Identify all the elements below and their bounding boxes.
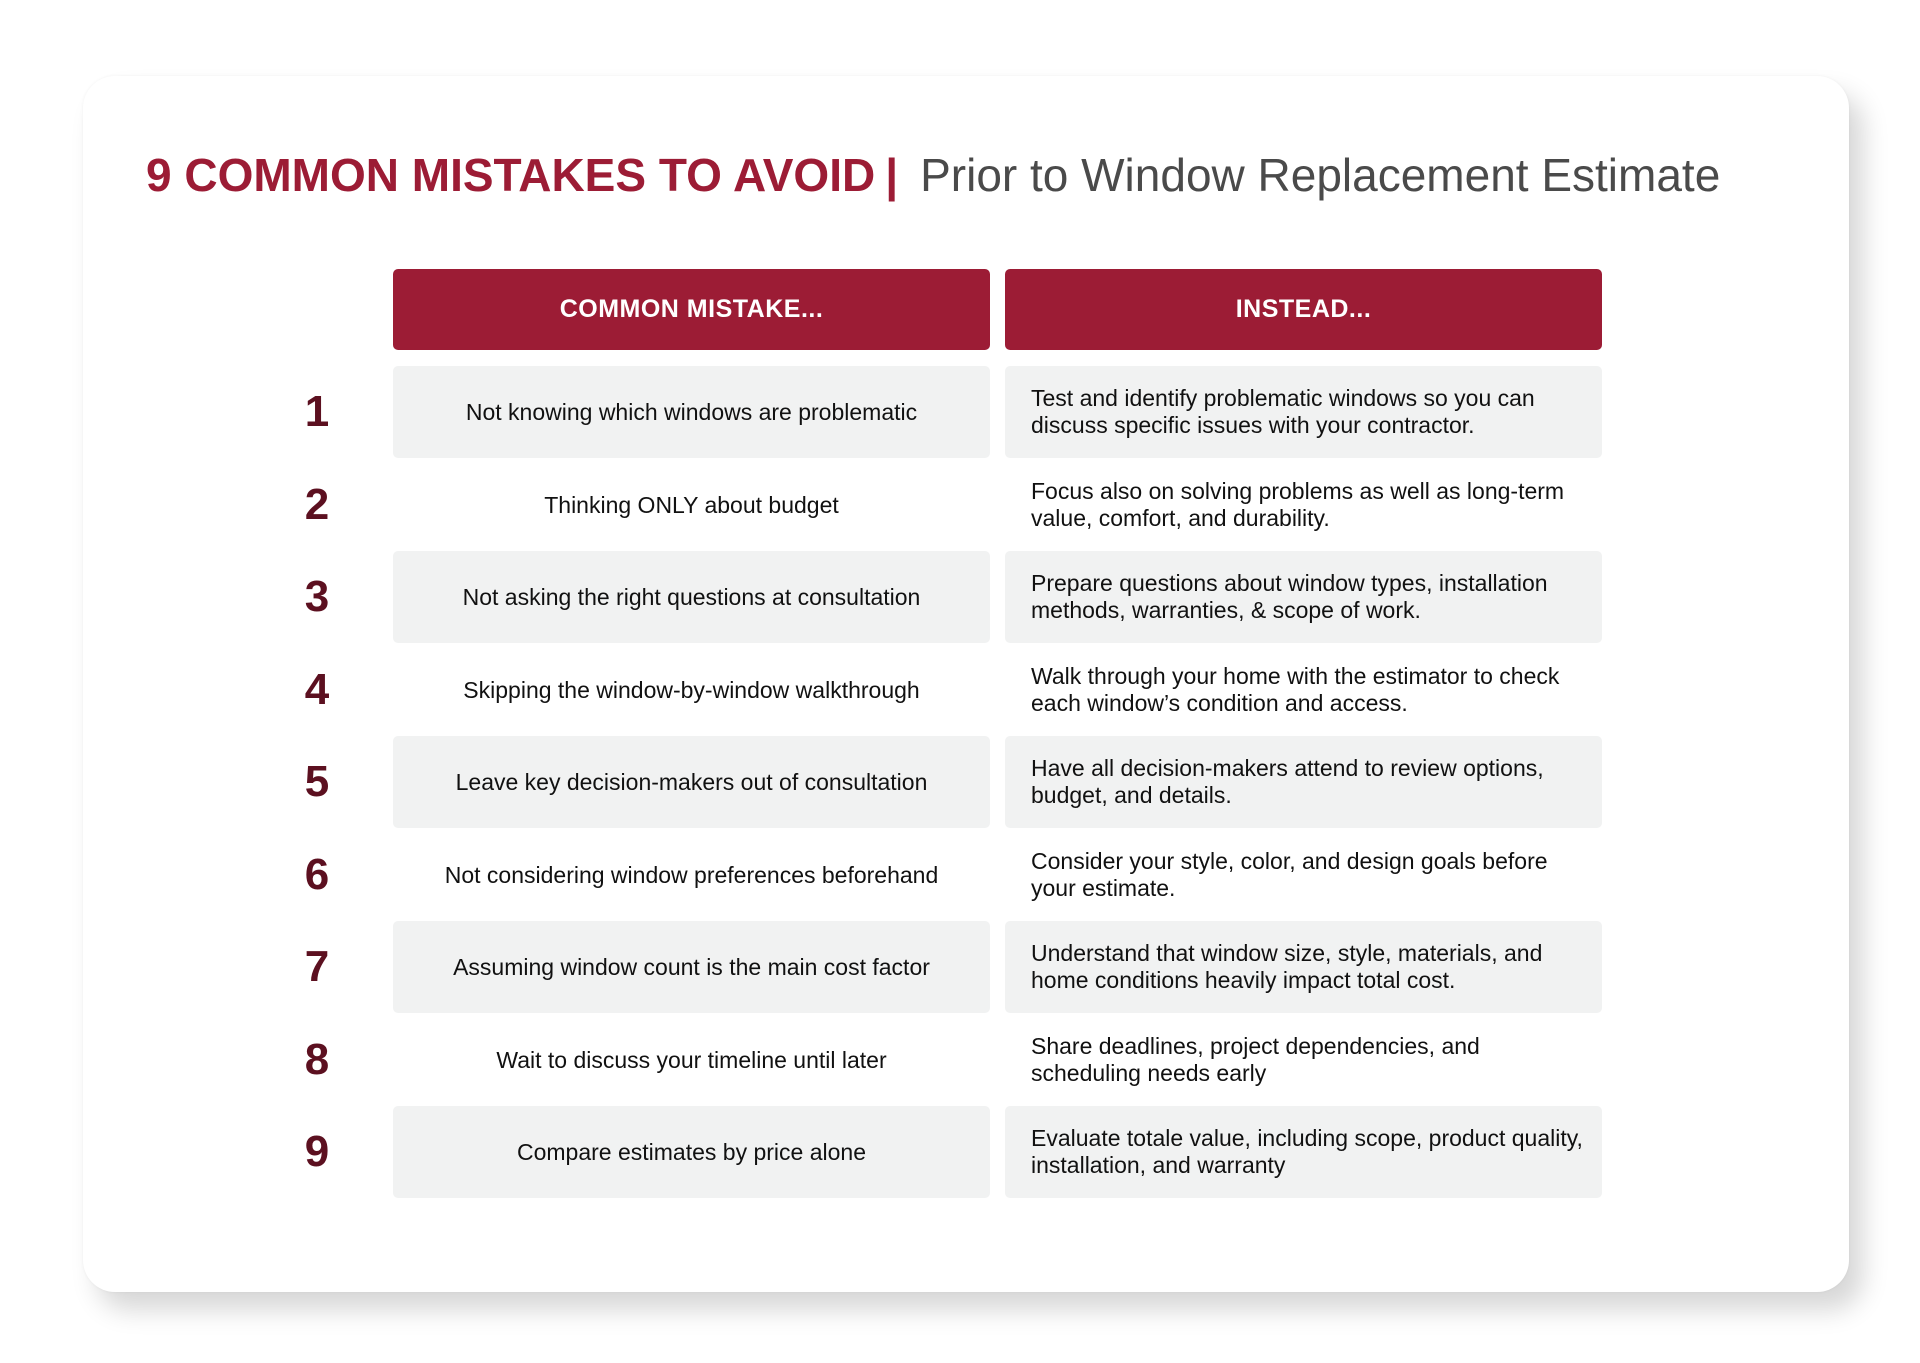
title-separator: |	[885, 149, 899, 201]
row-number: 5	[304, 757, 330, 806]
instead-cell	[1005, 829, 1602, 921]
mistake-cell	[393, 1014, 990, 1106]
infographic-card	[83, 76, 1849, 1292]
mistake-cell	[393, 459, 990, 551]
mistake-cell	[393, 366, 990, 458]
mistake-text: Assuming window count is the main cost factor	[453, 953, 930, 980]
row-number: 6	[304, 850, 330, 899]
instead-cell	[1005, 1106, 1602, 1198]
instead-text: Consider your style, color, and design goals before your estimate.	[1031, 848, 1548, 901]
mistake-text: Compare estimates by price alone	[517, 1138, 866, 1165]
mistake-text: Leave key decision-makers out of consultation	[455, 768, 928, 795]
row-number: 9	[304, 1127, 330, 1176]
instead-cell	[1005, 551, 1602, 643]
row-number: 8	[304, 1035, 330, 1084]
instead-text: Walk through your home with the estimator to check each window’s condition and access.	[1031, 663, 1560, 716]
mistake-cell	[393, 644, 990, 736]
title-main: 9 COMMON MISTAKES TO AVOID	[146, 149, 876, 201]
page-title	[146, 149, 1846, 201]
instead-cell	[1005, 736, 1602, 828]
row-number: 1	[304, 387, 330, 436]
mistake-text: Not knowing which windows are problematic	[465, 398, 918, 425]
row-number: 4	[304, 665, 330, 714]
mistake-cell	[393, 551, 990, 643]
row-number: 3	[304, 572, 330, 621]
row-number: 7	[304, 942, 330, 991]
column-header-mistake: COMMON MISTAKE...	[393, 269, 990, 350]
instead-cell	[1005, 366, 1602, 458]
mistake-text: Thinking ONLY about budget	[544, 491, 839, 518]
instead-cell	[1005, 459, 1602, 551]
instead-text: Prepare questions about window types, installation methods, warranties, & scope of work.	[1031, 570, 1548, 623]
instead-cell	[1005, 921, 1602, 1013]
column-header-instead: INSTEAD...	[1005, 269, 1602, 350]
mistake-text: Not asking the right questions at consultation	[462, 583, 921, 610]
mistake-text: Wait to discuss your timeline until later	[496, 1046, 887, 1073]
instead-text: Test and identify problematic windows so you can discuss specific issues with your contractor.	[1031, 385, 1535, 438]
mistake-cell	[393, 736, 990, 828]
instead-text: Have all decision-makers attend to review options, budget, and details.	[1031, 755, 1544, 808]
instead-cell	[1005, 644, 1602, 736]
instead-text: Understand that window size, style, materials, and home conditions heavily impact total cost.	[1031, 940, 1543, 993]
row-number: 2	[304, 480, 330, 529]
mistake-cell	[393, 921, 990, 1013]
mistake-cell	[393, 829, 990, 921]
instead-text: Evaluate totale value, including scope, product quality, installation, and warranty	[1031, 1125, 1583, 1178]
title-subtitle: Prior to Window Replacement Estimate	[920, 149, 1721, 201]
instead-cell	[1005, 1014, 1602, 1106]
mistake-cell	[393, 1106, 990, 1198]
mistake-text: Not considering window preferences beforehand	[444, 861, 939, 888]
instead-text: Share deadlines, project dependencies, and scheduling needs early	[1031, 1033, 1480, 1086]
instead-text: Focus also on solving problems as well as long-term value, comfort, and durability.	[1031, 478, 1565, 531]
mistake-text: Skipping the window-by-window walkthrough	[463, 676, 920, 703]
